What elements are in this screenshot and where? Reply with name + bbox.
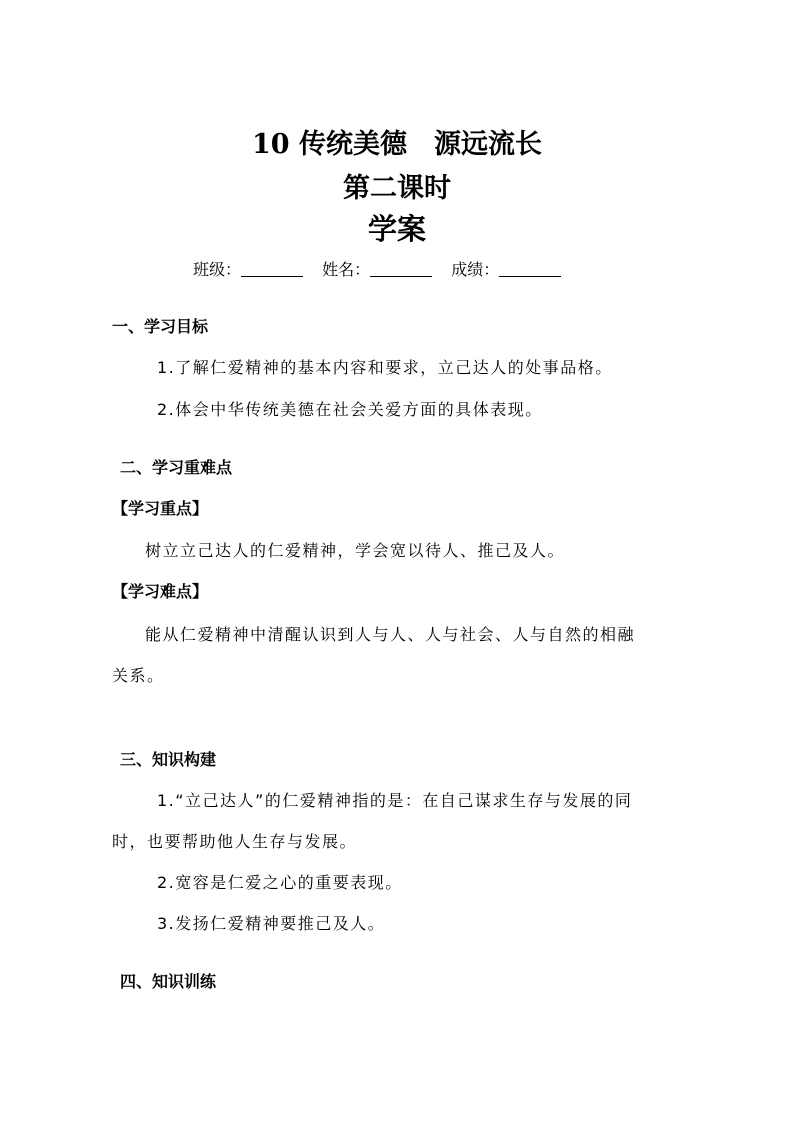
knowledge-item: 3.发扬仁爱精神要推己及人。 xyxy=(157,914,386,933)
knowledge-item: 2.宽容是仁爱之心的重要表现。 xyxy=(157,873,403,892)
key-point-text: 树立立己达人的仁爱精神，学会宽以待人、推己及人。 xyxy=(145,541,566,560)
key-point-label: 【学习重点】 xyxy=(112,499,209,518)
class-label: 班级： xyxy=(193,260,242,279)
score-blank-field[interactable] xyxy=(499,258,561,277)
student-info-line xyxy=(193,258,575,282)
section-heading-knowledge: 三、知识构建 xyxy=(120,750,217,769)
class-blank-field[interactable] xyxy=(241,258,303,277)
knowledge-item-continued: 时，也要帮助他人生存与发展。 xyxy=(112,832,358,851)
knowledge-item: 1.“立己达人”的仁爱精神指的是：在自己谋求生存与发展的同 xyxy=(157,791,633,810)
objective-item: 1.了解仁爱精神的基本内容和要求，立己达人的处事品格。 xyxy=(157,358,613,377)
score-label: 成绩： xyxy=(451,260,500,279)
lesson-subtitle: 第二课时 xyxy=(343,173,451,204)
difficult-point-text-continued: 关系。 xyxy=(112,666,165,685)
section-heading-key-points: 二、学习重难点 xyxy=(120,458,233,477)
section-heading-objectives: 一、学习目标 xyxy=(112,317,209,336)
difficult-point-label: 【学习难点】 xyxy=(112,582,209,601)
document-type-title: 学案 xyxy=(367,212,426,246)
lesson-title: 10 传统美德 源远流长 xyxy=(252,129,542,160)
objective-item: 2.体会中华传统美德在社会关爱方面的具体表现。 xyxy=(157,400,543,419)
difficult-point-text: 能从仁爱精神中清醒认识到人与人、人与社会、人与自然的相融 xyxy=(145,625,636,644)
name-label: 姓名： xyxy=(322,260,371,279)
section-heading-practice: 四、知识训练 xyxy=(120,972,217,991)
name-blank-field[interactable] xyxy=(370,258,432,277)
